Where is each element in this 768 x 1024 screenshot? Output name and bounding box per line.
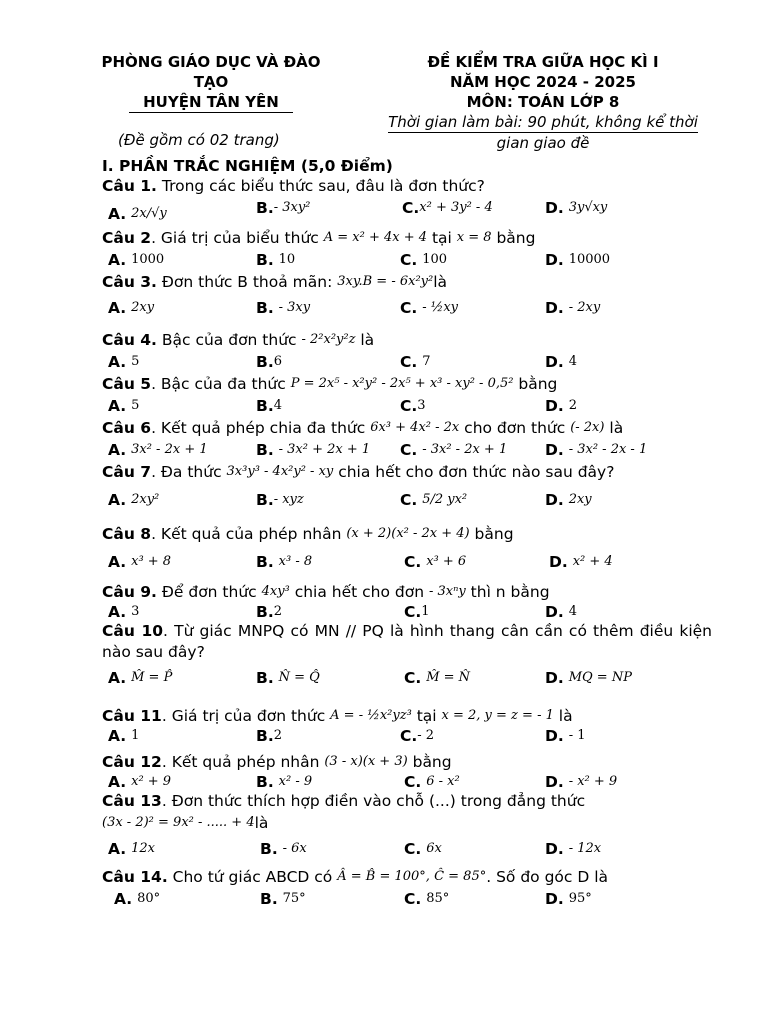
option-d[interactable]: D. 3y√xy — [545, 199, 608, 217]
option-b[interactable]: B. - 3x² + 2x + 1 — [256, 441, 371, 459]
options-14 — [102, 888, 712, 910]
option-d[interactable]: D. - 2xy — [545, 299, 601, 317]
option-c[interactable]: C. - 3x² - 2x + 1 — [400, 441, 508, 459]
question-12: Câu 12. Kết quả phép nhân (3 - x)(x + 3) bằng — [102, 753, 452, 771]
option-c[interactable]: C.1 — [404, 603, 430, 621]
question-1 — [102, 176, 712, 197]
question-5: Câu 5. Bậc của đa thức P = 2x⁵ - x²y² - 2x⁵ + x³ - xy² - 0,5² bằng — [102, 375, 558, 393]
option-a[interactable]: A. 3x² - 2x + 1 — [108, 441, 208, 459]
option-d[interactable]: D. 95° — [545, 890, 592, 908]
subject: MÔN: TOÁN LỚP 8 — [466, 93, 620, 111]
question-4: Câu 4. Bậc của đơn thức - 2²x²y²z là — [102, 331, 375, 349]
options-1 — [102, 197, 712, 227]
option-c[interactable]: C. 100 — [400, 251, 448, 269]
page-note: (Đề gồm có 02 trang) — [118, 131, 280, 149]
option-c[interactable]: C. M̂ = N̂ — [404, 669, 471, 687]
exam-title: ĐỀ KIỂM TRA GIỮA HỌC KÌ I — [427, 53, 659, 71]
option-a[interactable]: A. 1 — [108, 727, 140, 745]
question-11: Câu 11. Giá trị của đơn thức A = - ½x²yz³ tại x = 2, y = z = - 1 là — [102, 707, 573, 725]
school-year: NĂM HỌC 2024 - 2025 — [449, 73, 636, 91]
options-6 — [102, 439, 712, 461]
option-d[interactable]: D. - 3x² - 2x - 1 — [545, 441, 648, 459]
question-13: Câu 13. Đơn thức thích hợp điền vào chỗ (...) trong đẳng thức (3x - 2)² = 9x² - ..... + 4là — [102, 792, 586, 832]
question-14: Câu 14. Cho tứ giác ABCD có Â = B̂ = 100°, Ĉ = 85°. Số đo góc D là — [102, 868, 609, 886]
option-b[interactable]: B. - 6x — [260, 840, 307, 858]
options-4 — [102, 351, 712, 373]
option-b[interactable]: B. - 3xy — [256, 299, 311, 317]
option-b[interactable]: B.2 — [256, 603, 282, 621]
option-a[interactable]: A. x² + 9 — [108, 773, 172, 791]
options-3 — [102, 293, 712, 323]
question-10: Câu 10. Từ giác MNPQ có MN // PQ là hình thang cân cần có thêm điều kiện nào sau đây? — [102, 622, 712, 661]
option-b[interactable]: B. x³ - 8 — [256, 553, 313, 571]
option-a[interactable]: A. M̂ = P̂ — [108, 669, 173, 687]
option-d[interactable]: D. 4 — [545, 353, 577, 371]
option-b[interactable]: B. N̂ = Q̂ — [256, 669, 320, 687]
question-3: Câu 3. Đơn thức B thoả mãn: 3xy.B = - 6x²y²là — [102, 273, 448, 291]
option-a[interactable]: A. 80° — [114, 890, 161, 908]
option-a[interactable]: A. x³ + 8 — [108, 553, 172, 571]
option-a[interactable]: A. 1000 — [108, 251, 165, 269]
option-c[interactable]: C. - ½xy — [400, 299, 459, 317]
option-b[interactable]: B.4 — [256, 397, 282, 415]
question-6: Câu 6. Kết quả phép chia đa thức 6x³ + 4x² - 2x cho đơn thức (- 2x) là — [102, 419, 624, 437]
options-9 — [102, 603, 712, 621]
option-a[interactable]: A. 12x — [108, 840, 155, 858]
section-title: I. PHẦN TRẮC NGHIỆM (5,0 Điểm) — [102, 157, 393, 175]
option-a[interactable]: A. 5 — [108, 397, 140, 415]
question-8: Câu 8. Kết quả của phép nhân (x + 2)(x² - 2x + 4) bằng — [102, 525, 514, 543]
option-b[interactable]: B. x² - 9 — [256, 773, 313, 791]
option-c[interactable]: C.3 — [400, 397, 426, 415]
option-c[interactable]: C. 85° — [404, 890, 450, 908]
option-c[interactable]: C. 5/2 yx² — [400, 491, 468, 509]
school-line2: TẠO — [193, 73, 229, 91]
option-d[interactable]: D. - x² + 9 — [545, 773, 618, 791]
option-d[interactable]: D. 10000 — [545, 251, 611, 269]
time-line1: Thời gian làm bài: 90 phút, không kể thời — [388, 113, 698, 131]
option-c[interactable]: C. x³ + 6 — [404, 553, 467, 571]
option-c[interactable]: C. 7 — [400, 353, 431, 371]
option-a[interactable]: A. 5 — [108, 353, 140, 371]
option-b[interactable]: B. 75° — [260, 890, 306, 908]
option-d[interactable]: D. - 12x — [545, 840, 602, 858]
option-c[interactable]: C. 6x — [404, 840, 442, 858]
option-c[interactable]: C.x² + 3y² - 4 — [402, 199, 493, 217]
options-8 — [102, 551, 712, 573]
option-a[interactable]: A. 2xy² — [108, 491, 160, 509]
options-7 — [102, 483, 712, 513]
option-d[interactable]: D. MQ = NP — [545, 669, 632, 687]
option-b[interactable]: B. 10 — [256, 251, 296, 269]
options-12 — [102, 773, 712, 791]
option-b[interactable]: B.- xyz — [256, 491, 304, 509]
option-d[interactable]: D. x² + 4 — [549, 553, 613, 571]
options-11 — [102, 727, 712, 745]
option-b[interactable]: B.- 3xy² — [256, 199, 311, 217]
question-text: Trong các biểu thức sau, đâu là đơn thức? — [156, 177, 485, 195]
option-b[interactable]: B.6 — [256, 353, 282, 371]
time-line2: gian giao đề — [496, 134, 590, 152]
option-a[interactable]: A. 2x/√y — [108, 205, 167, 223]
question-2: Câu 2. Giá trị của biểu thức A = x² + 4x + 4 tại x = 8 bằng — [102, 229, 536, 247]
option-a[interactable]: A. 3 — [108, 603, 140, 621]
exam-header — [358, 52, 728, 153]
school-line1: PHÒNG GIÁO DỤC VÀ ĐÀO — [101, 53, 321, 71]
exam-content — [102, 156, 712, 910]
options-13 — [102, 838, 712, 860]
question-label: Câu 1. — [102, 177, 157, 195]
school-line3: HUYỆN TÂN YÊN — [129, 92, 293, 113]
school-header — [80, 52, 342, 113]
options-10 — [102, 667, 712, 689]
option-d[interactable]: D. 2 — [545, 397, 577, 415]
option-a[interactable]: A. 2xy — [108, 299, 155, 317]
option-c[interactable]: C.- 2 — [400, 727, 435, 745]
option-c[interactable]: C. 6 - x² — [404, 773, 460, 791]
option-d[interactable]: D. - 1 — [545, 727, 586, 745]
option-b[interactable]: B.2 — [256, 727, 282, 745]
option-d[interactable]: D. 4 — [545, 603, 577, 621]
question-7: Câu 7. Đa thức 3x³y³ - 4x²y² - xy chia hết cho đơn thức nào sau đây? — [102, 463, 615, 481]
option-d[interactable]: D. 2xy — [545, 491, 592, 509]
options-2 — [102, 249, 712, 271]
question-9: Câu 9. Để đơn thức 4xy³ chia hết cho đơn - 3xⁿy thì n bằng — [102, 583, 550, 601]
options-5 — [102, 395, 712, 417]
